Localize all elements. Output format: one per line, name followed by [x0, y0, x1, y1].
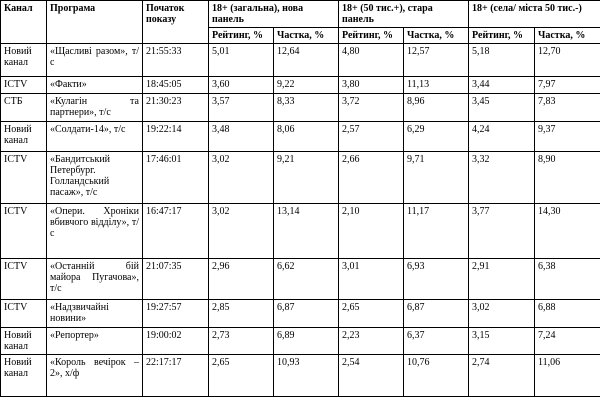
rating-cell: 3,48: [209, 122, 274, 152]
header-group-villages: 18+ (села/ міста 50 тис.-): [469, 1, 600, 28]
share-cell: 11,06: [535, 355, 600, 397]
channel-cell: СТБ: [1, 94, 47, 122]
header-program: Програма: [47, 1, 143, 44]
channel-cell: Новий канал: [1, 122, 47, 152]
rating-cell: 5,01: [209, 44, 274, 77]
header-share-3: Частка, %: [535, 28, 600, 44]
share-cell: 6,62: [274, 259, 339, 300]
share-cell: 9,21: [274, 152, 339, 204]
channel-cell: ICTV: [1, 204, 47, 259]
rating-cell: 2,91: [469, 259, 535, 300]
start-time-cell: 21:55:33: [143, 44, 209, 77]
program-cell: «Бандитський Петербург. Голландський пасаж», т/с: [47, 152, 143, 204]
rating-cell: 3,01: [339, 259, 404, 300]
rating-cell: 2,10: [339, 204, 404, 259]
share-cell: 6,89: [274, 328, 339, 355]
start-time-cell: 18:45:05: [143, 77, 209, 94]
channel-cell: ICTV: [1, 152, 47, 204]
share-cell: 6,93: [404, 259, 469, 300]
share-cell: 10,76: [404, 355, 469, 397]
share-cell: 6,87: [404, 300, 469, 328]
rating-cell: 3,80: [339, 77, 404, 94]
header-rating-1: Рейтинг, %: [209, 28, 274, 44]
share-cell: 12,64: [274, 44, 339, 77]
program-cell: «Опери. Хроніки вбивчого відділу», т/с: [47, 204, 143, 259]
rating-cell: 2,74: [469, 355, 535, 397]
program-cell: «Щасливі разом», т/с: [47, 44, 143, 77]
rating-cell: 2,96: [209, 259, 274, 300]
share-cell: 13,14: [274, 204, 339, 259]
table-row: [1, 44, 600, 77]
share-cell: 12,70: [535, 44, 600, 77]
header-rating-2: Рейтинг, %: [339, 28, 404, 44]
share-cell: 6,37: [404, 328, 469, 355]
table-row: [1, 355, 600, 397]
rating-cell: 3,02: [469, 300, 535, 328]
share-cell: 11,13: [404, 77, 469, 94]
channel-cell: Новий канал: [1, 328, 47, 355]
rating-cell: 3,45: [469, 94, 535, 122]
rating-cell: 2,85: [209, 300, 274, 328]
share-cell: 11,17: [404, 204, 469, 259]
rating-cell: 3,44: [469, 77, 535, 94]
rating-cell: 4,80: [339, 44, 404, 77]
rating-cell: 3,02: [209, 204, 274, 259]
channel-cell: Новий канал: [1, 355, 47, 397]
header-group-general-new-panel: 18+ (загальна), нова панель: [209, 1, 339, 28]
rating-cell: 3,32: [469, 152, 535, 204]
table-row: [1, 204, 600, 259]
program-cell: «Король вечірок – 2», х/ф: [47, 355, 143, 397]
header-rating-3: Рейтинг, %: [469, 28, 535, 44]
program-cell: «Останній бій майора Пугачова», т/с: [47, 259, 143, 300]
table-row: [1, 328, 600, 355]
share-cell: 6,87: [274, 300, 339, 328]
channel-cell: ICTV: [1, 300, 47, 328]
start-time-cell: 21:07:35: [143, 259, 209, 300]
rating-cell: 3,72: [339, 94, 404, 122]
rating-cell: 2,73: [209, 328, 274, 355]
share-cell: 9,37: [535, 122, 600, 152]
share-cell: 8,90: [535, 152, 600, 204]
start-time-cell: 17:46:01: [143, 152, 209, 204]
start-time-cell: 21:30:23: [143, 94, 209, 122]
share-cell: 6,29: [404, 122, 469, 152]
program-cell: «Факти»: [47, 77, 143, 94]
table-row: [1, 152, 600, 204]
start-time-cell: 16:47:17: [143, 204, 209, 259]
rating-cell: 2,57: [339, 122, 404, 152]
table-row: [1, 300, 600, 328]
share-cell: 8,33: [274, 94, 339, 122]
header-share-2: Частка, %: [404, 28, 469, 44]
rating-cell: 5,18: [469, 44, 535, 77]
share-cell: 7,97: [535, 77, 600, 94]
header-group-50k-old-panel: 18+ (50 тис.+), стара панель: [339, 1, 469, 28]
share-cell: 8,06: [274, 122, 339, 152]
channel-cell: ICTV: [1, 77, 47, 94]
program-cell: «Надзвичайні новини»: [47, 300, 143, 328]
share-cell: 7,24: [535, 328, 600, 355]
share-cell: 8,96: [404, 94, 469, 122]
table-row: [1, 122, 600, 152]
share-cell: 10,93: [274, 355, 339, 397]
start-time-cell: 19:27:57: [143, 300, 209, 328]
rating-cell: 2,65: [339, 300, 404, 328]
table-row: [1, 94, 600, 122]
rating-cell: 2,65: [209, 355, 274, 397]
program-cell: «Солдати-14», т/с: [47, 122, 143, 152]
header-channel: Канал: [1, 1, 47, 44]
program-cell: «Кулагін та партнери», т/с: [47, 94, 143, 122]
rating-cell: 2,66: [339, 152, 404, 204]
rating-cell: 3,15: [469, 328, 535, 355]
share-cell: 14,30: [535, 204, 600, 259]
start-time-cell: 19:00:02: [143, 328, 209, 355]
program-cell: «Репортер»: [47, 328, 143, 355]
start-time-cell: 19:22:14: [143, 122, 209, 152]
share-cell: 6,38: [535, 259, 600, 300]
rating-cell: 3,57: [209, 94, 274, 122]
rating-cell: 3,77: [469, 204, 535, 259]
rating-cell: 4,24: [469, 122, 535, 152]
share-cell: 6,88: [535, 300, 600, 328]
share-cell: 7,83: [535, 94, 600, 122]
table-row: [1, 259, 600, 300]
rating-cell: 3,60: [209, 77, 274, 94]
start-time-cell: 22:17:17: [143, 355, 209, 397]
share-cell: 9,71: [404, 152, 469, 204]
share-cell: 12,57: [404, 44, 469, 77]
header-start: Початок показу: [143, 1, 209, 44]
header-share-1: Частка, %: [274, 28, 339, 44]
rating-cell: 3,02: [209, 152, 274, 204]
share-cell: 9,22: [274, 77, 339, 94]
rating-cell: 2,54: [339, 355, 404, 397]
table-row: [1, 77, 600, 94]
channel-cell: ICTV: [1, 259, 47, 300]
rating-cell: 2,23: [339, 328, 404, 355]
channel-cell: Новий канал: [1, 44, 47, 77]
